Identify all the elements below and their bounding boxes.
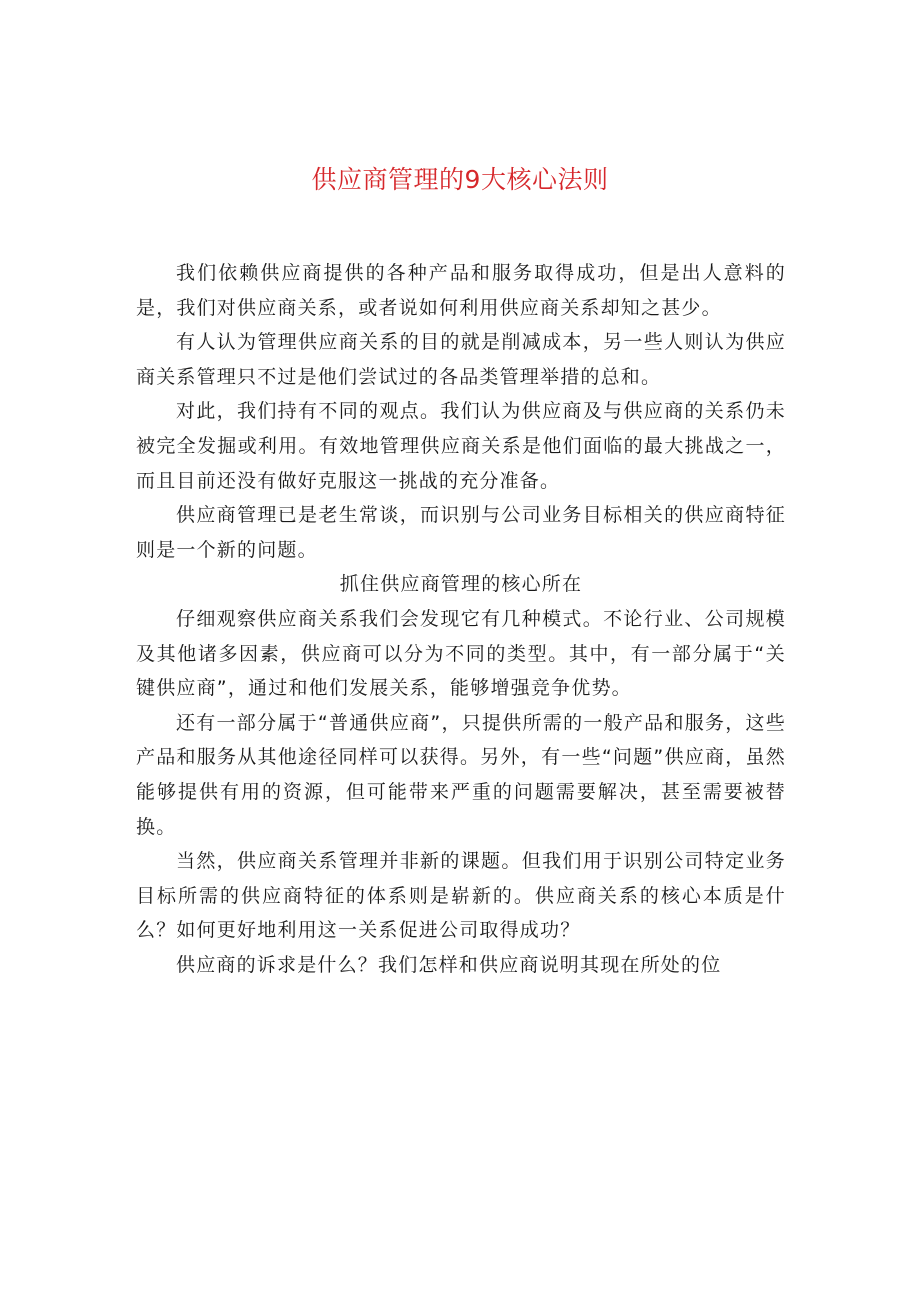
- section-subheading: 抓住供应商管理的核心所在: [339, 573, 583, 596]
- paragraph: 供应商的诉求是什么？我们怎样和供应商说明其现在所处的位: [176, 953, 722, 976]
- paragraph: 我们依赖供应商提供的各种产品和服务取得成功，但是出人意料的是，我们对供应商关系，或者说如何利用供应商关系却知之甚少。: [136, 262, 786, 319]
- document-body: [136, 256, 786, 982]
- paragraph: 当然，供应商关系管理并非新的课题。但我们用于识别公司特定业务目标所需的供应商特征的体系则是崭新的。供应商关系的核心本质是什么？如何更好地利用这一关系促进公司取得成功？: [136, 850, 786, 942]
- paragraph: 仔细观察供应商关系我们会发现它有几种模式。不论行业、公司规模及其他诸多因素，供应商可以分为不同的类型。其中，有一部分属于“关键供应商”，通过和他们发展关系，能够增强竞争优势。: [136, 607, 786, 700]
- document-title: 供应商管理的9大核心法则: [311, 165, 609, 194]
- paragraph: 有人认为管理供应商关系的目的就是削减成本，另一些人则认为供应商关系管理只不过是他们尝试过的各品类管理举措的总和。: [136, 331, 786, 388]
- paragraph: 对此，我们持有不同的观点。我们认为供应商及与供应商的关系仍未被完全发掘或利用。有效地管理供应商关系是他们面临的最大挑战之一，而且目前还没有做好克服这一挑战的充分准备。: [136, 400, 786, 492]
- paragraph: 供应商管理已是老生常谈，而识别与公司业务目标相关的供应商特征则是一个新的问题。: [136, 504, 786, 561]
- paragraph: 还有一部分属于“普通供应商”，只提供所需的一般产品和服务，这些产品和服务从其他途径同样可以获得。另外，有一些“问题”供应商，虽然能够提供有用的资源，但可能带来严重的问题需要解决，甚至需要被替换。: [136, 711, 786, 838]
